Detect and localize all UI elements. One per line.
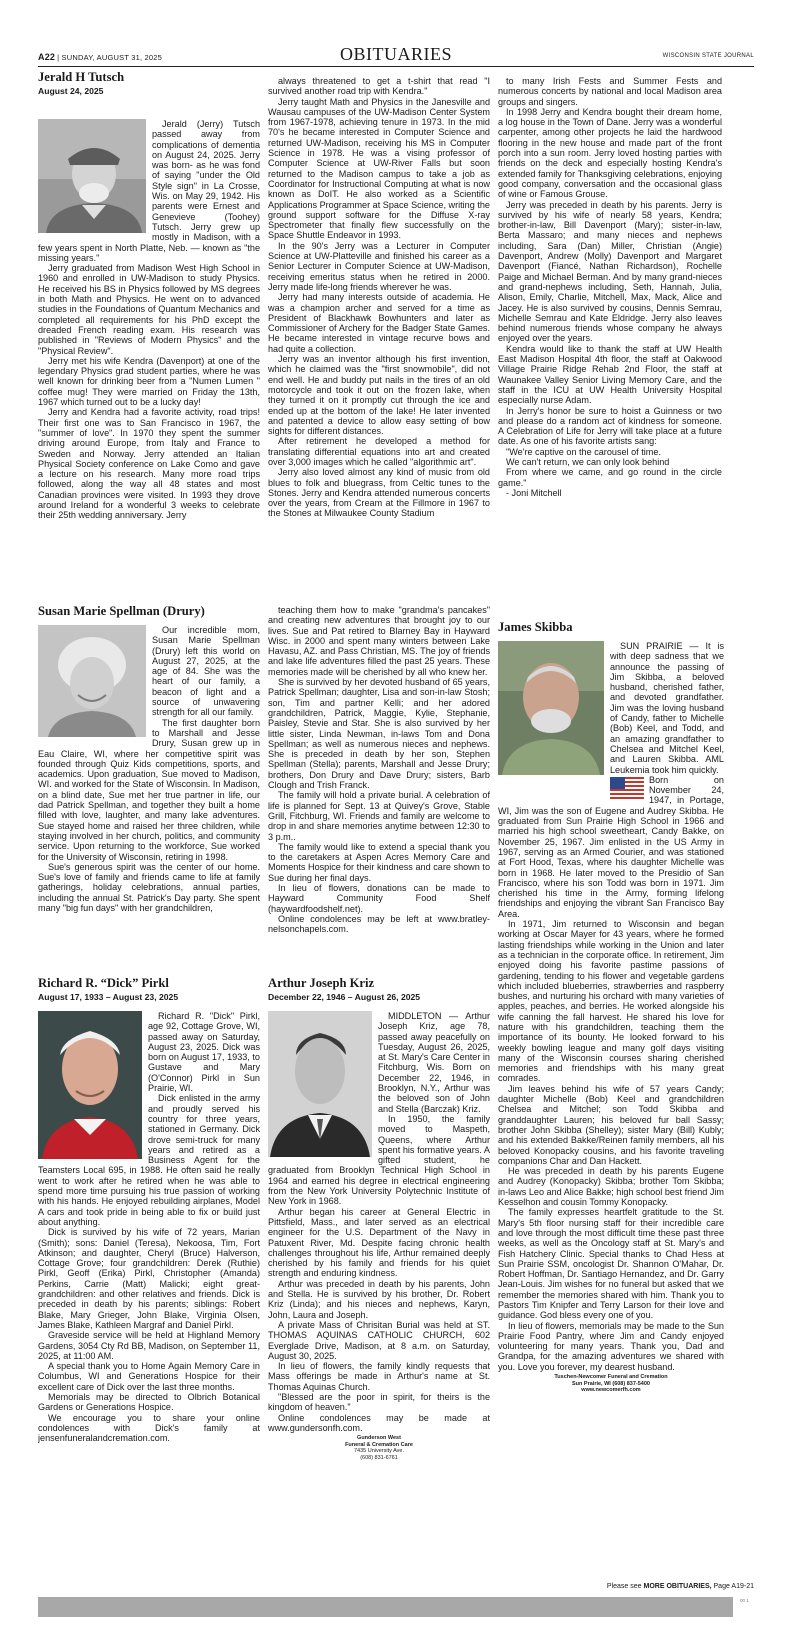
obituary-spellman [38,604,260,940]
funeral-home-name: Tuschen-Newcomer Funeral and Cremation [554,1374,668,1381]
obit-paragraph: Richard R. "Dick" Pirkl, age 92, Cottage Grove, WI, passed away on Saturday, August 23, 2025. Dick was born on August 17, 1933, to Gustave and Mary (O'Connor) Pirkl in Sun Prairie, WI. [148,1011,260,1094]
see-more-section: MORE OBITUARIES, [643,1583,712,1590]
obit-paragraph: After retirement he developed a method for translating differential equations into art and created over 3,000 images which he called "algorithmic art". [268,436,490,467]
funeral-home-subtitle: Funeral & Cremation Care [345,1441,413,1448]
obit-paragraph: A private Mass of Chrisitan Burial was held at ST. THOMAS AQUINAS CATHOLIC CHURCH, 602 Everglade Drive, Madison, at 8 a.m. on Saturday, August 30, 2025. [268,1319,490,1361]
obit-paragraph: In 1950, the family moved to Maspeth, Queens, where Arthur spent his formative years. A gifted student, he graduated from Brooklyn Technical High School in 1964 and earned his degree in electrical engineering from the New York University Polytechnic Institute of New York in 1968. [268,1113,490,1207]
obituary-tutsch-continued [268,76,490,572]
obit-paragraph: Jim leaves behind his wife of 57 years Candy; daughter Michelle (Bob) Keel and grandchildren Chelsea and Mitchel; son Todd Skibba and granddaughter Lauren; his beloved fur ball Sassy; brother John Skibba (Shelley); sister Mary (Bill) Kubly; and his extended Bakke/Reinen family members, all his beloved Konopacky cousins, and his favorite traveling companions Char and Dan Hackett. [498,1083,724,1166]
obit-paragraph: Sue's generous spirit was the center of our home. Sue's love of family and friends came to life at family gatherings, holiday celebrations, annual parties, including the annual St. Patrick's Day party. She spent many "big fun days" with her grandchildren, [38,861,260,914]
funeral-home-website: www.newcomerfh.com [581,1387,641,1394]
obit-paragraph: Online condolences may be made at www.gundersonfh.com. [268,1412,490,1433]
quote-attribution: - Joni Mitchell [506,487,562,498]
obit-paragraph: Our incredible mom, Susan Marie Spellman (Drury) left this world on August 27, 2025, at the age of 84. She was the heart of our family, a beacon of light and a source of unwavering strength for all our family. [152,625,260,718]
obit-paragraph: In lieu of flowers, donations can be made to Hayward Community Food Shelf (haywardfoodshelf.net). [268,883,490,914]
obituary-kriz [268,976,490,1576]
funeral-home-address: 7435 University Ave. [353,1448,405,1455]
obit-paragraph: Graveside service will be held at Highland Memory Gardens, 3054 Cty Rd BB, Madison, on September 11, 2025, at 11:00 AM. [38,1330,260,1361]
obit-paragraph: Jerry taught Math and Physics in the Janesville and Wausau campuses of the UW-Madison Center System from 1967-1978, achieving tenure in 1973. In the mid 70's he became interested in Computer Science and returned UW-Madison, receiving his MS in Computer Science in 1978. He was a vising professor of Computer Science at UW-River Falls but soon returned to the Madison campus to take a job as Coordinator for Instructional Computing at what is now known as DoIT. He also worked as a Scientific Applications Programmer at Space Science, writing the ground support software for the Diffuse X-ray Spectrometer that finally flew successfully on the Space Shuttle Endeavor in 1993. [268,96,490,241]
portrait-photo-skibba [498,641,604,775]
see-more-page: Page A19-21 [713,1583,754,1590]
portrait-photo-tutsch [38,119,146,233]
obit-paragraph: always threatened to get a t-shirt that read "I survived another road trip with Kendra." [268,76,490,97]
obit-paragraph: Jerry was preceded in death by his parents. Jerry is survived by his wife of nearly 58 years, Kendra; brother-in-law, Bill Davenport (Mary); sister-in-law, Berta Massaro; and many nieces and nephews including, Sara (Dan) Miller, Christian (Angie) Davenport, Andrew (Molly) Davenport and Margaret Davenport (Fiancé, Nathan Richardson), Rochelle Paige and Michael Berman. And by many grand-nieces and grand-nephews including, Seth, Hannah, Julia, Alison, Emily, Charlie, Mitchell, Max, Mack, Alice and Jacey. He is also survived by cousins, Dennis Semrau, Michelle Semrau and Kate Eldridge. Jerry also leaves behind numerous friends whose company he always enjoyed over the years. [498,199,722,344]
obit-paragraph: Online condolences may be left at www.bratley-nelsonchapels.com. [268,913,490,935]
obit-paragraph: MIDDLETON — Arthur Joseph Kriz, age 78, passed away peacefully on Tuesday, August 26, 2025, at St. Mary's Care Center in Fitchburg, Wis. Born on December 22, 1946, in Brooklyn, N.Y., Arthur was the beloved son of John and Stella (Barczak) Kriz. [378,1011,490,1114]
obit-paragraph: The family would like to extend a special thank you to the caretakers at Aspen Acres Memory Care and Moments Hospice for their kindness and care shown to Sue during her final days. [268,841,490,883]
obit-paragraph: We encourage you to share your online condolences with Dick's family at jensenfuneralandcremation.com. [38,1412,260,1444]
masthead [38,44,754,67]
obituary-name: Arthur Joseph Kriz [268,976,375,990]
obit-paragraph-text: Born on November 24, 1947, in Portage, WI, Jim was the son of Eugene and Audrey Skibba. He graduated from Sun Prairie High School in 1966 and married his high school sweetheart, Candy Bakke, on November 25, 1967. Jim enlisted in the US Army in 1967, serving as an Armed Courier, and was stationed at Fort Hood, Texas, where his daughter Michelle was born in 1968. He later moved to the Presidio of San Francisco, where his son Todd was born in 1971. Jim cherished his time in the Army, forming lifelong friendships and enjoying the vibrant San Francisco Bay Area. [498,774,724,919]
quote-line: We can't return, we can only look behind [506,456,670,467]
quote-line: From where we came, and go round in the circle game." [498,467,722,488]
funeral-home-kriz [268,1435,490,1461]
obituary-name: Susan Marie Spellman (Drury) [38,604,205,618]
obit-paragraph: teaching them how to make "grandma's pancakes" and creating new adventures that brought joy to our lives. Sue and Pat retired to Blarney Bay in Hayward Wisc. in 2000 and spent many winters between Lake Havasu, AZ. and Pass Christian, MS. The joy of friends and lake life adventures filled the past 25 years. These memories made will be cherished by all who knew her. [268,605,490,677]
obit-paragraph: "Blessed are the poor in spirit, for theirs is the kingdom of heaven." [268,1391,490,1413]
obit-paragraph: Dick is survived by his wife of 72 years, Marian (Smith); sons: Daniel (Teresa), Nekoosa, Tim, Fort Atkinson; and daughter, Cheryl (Bruce) Halverson, Cottage Grove; four grandchildren: Derek (Ruthie) Pirkl, Geoff (Erika) Pirkl, Christopher (Amanda) Perkins, Carrie (Matt) Malicki; eight great-grandchildren: and other relatives and friends. Dick is preceded in death by his parents; siblings: Robert Blake, Mary Grieger, John Blake, Virginia Olsen, James Blake, Kathleen Margraf and Daniel Pirkl. [38,1227,260,1330]
page-number: A22 [38,52,56,62]
publication-name: WISCONSIN STATE JOURNAL [662,53,754,59]
obituary-dates: August 24, 2025 [38,86,104,96]
obituary-spellman-continued [268,605,490,935]
obituary-name: James Skibba [498,620,573,634]
obituary-skibba [498,620,724,1575]
page-code: 00 1 [740,1598,749,1603]
obit-paragraph-with-flag [498,775,724,919]
see-more-prefix: Please see [606,1583,642,1590]
obit-paragraph: The family will hold a private burial. A celebration of life is planned for Sept. 13 at Quivey's Grove, Stable Grill, Fitchburg, WI. Friends and family are welcome to drop in and share memories anytime between 12:30 to 3 p.m.. [268,790,490,842]
obit-paragraph: He was preceded in death by his parents Eugene and Audrey (Konopacky) Skibba; brother Tom Skibba; in-laws Leo and Alice Bakke; high school best friend Jim Kesselhon and cousin Tommy Konopacky. [498,1166,724,1208]
quote-line: "We're captive on the carousel of time. [506,446,661,457]
funeral-home-name: Gunderson West [357,1435,401,1442]
page-date: | SUNDAY, AUGUST 31, 2025 [57,53,163,62]
obit-paragraph: Jerry was an inventor although his first invention, which he claimed was the "first snowmobile", did not end well. He and buddy put nails in the tires of an old motorcycle and took it out on the frozen lake, when they turned it on it promptly cut through the ice and ended up at the bottom of the lake! He later invented and patented a device to allow easy setting of bow sights for different distances. [268,354,490,437]
obit-paragraph: The family expresses heartfelt gratitude to the St. Mary's 5th floor nursing staff for their incredible care and love through the most difficult time these past three weeks, as well as the Oncology staff at St. Mary's and Fish Hatchery Clinic. Special thanks to Chad Hess at Sun Prairie SSM, oncologist Dr. Shannon O'Mahar, Dr. Robert Hoffman, Dr. Santiago Hernandez, and Dr. Garry Jean-Louis. Jim wishes for no funeral but asked that we remember the memories shared with him. Thank you to Pastors Tim Knipfer and Terry Larson for their love and guidance. God bless every one of you. [498,1207,724,1321]
portrait-photo-pirkl [38,1011,142,1159]
obit-paragraph: The first daughter born to Marshall and Jesse Drury, Susan grew up in Eau Claire, WI, where her competitive spirit was founded through Quiz Kids competitions, sports, and academics. Upon graduation, Sue moved to Madison, WI. and worked for the State of Wisconsin. In Madison, on a blind date, Sue met her true partner in life, our dad Patrick Spellman, and together they built a home filled with love, laughter, and many lake adventures. Sue stayed home and raised her three children, while staying involved in her church, politics, and community service. Upon returning to the workforce, Sue worked for the University of Wisconsin, retiring in 1998. [38,717,260,862]
obit-paragraph: to many Irish Fests and Summer Fests and numerous concerts by national and local Madison area groups and singers. [498,76,722,107]
obit-paragraph: Kendra would like to thank the staff at UW Health East Madison Hospital 4th floor, the staff at Oakwood Village Prairie Ridge Rehab 2nd Floor, the staff at Waunakee Valley Senior Living Memory Care, and the staff in the ICU at UW Health University Hospital especially nurse Adam. [498,343,722,406]
obit-paragraph: A special thank you to Home Again Memory Care in Columbus, WI and Generations Hospice for their excellent care of Dick over the last three months. [38,1361,260,1392]
obituary-pirkl [38,976,260,1576]
obituary-tutsch-continued-2 [498,76,722,566]
obit-paragraph: Arthur began his career at General Electric in Pittsfield, Mass., and later served as an electrical engineer for the U.S. Department of the Navy in Patuxent River, Md. Despite facing chronic health challenges throughout his life, Arthur remained deeply cherished by his family and friends for his quiet strength and enduring kindness. [268,1206,490,1279]
obit-paragraph: Jerry graduated from Madison West High School in 1960 and enrolled in UW-Madison to study Physics. He received his BS in Physics followed by MS degrees in both Math and Physics. He went on to advanced studies in the Foundations of Quantum Mechanics and completed all requirements for his PhD except the dreaded French reading exam. His research was published in "Reviews of Modern Physics" and the "Physical Review". [38,263,260,356]
obit-paragraph: In lieu of flowers, the family kindly requests that Mass offerings be made in Arthur's name at St. Thomas Aquinas Church. [268,1361,490,1392]
obit-paragraph: Jerry and Kendra had a favorite activity, road trips! Their first one was to San Francisco in 1967, the "summer of love". In 1970 they spent the summer driving around Europe, from Italy and France to Sweden and Norway. Jerry attended an Italian Physical Society conference on Lake Como and gave a lecture on his research. Many more road trips followed, along the way all 48 states and most Canadian provinces were visited. In 1993 they drove around Ireland for a wonderful 3 weeks to celebrate their 25th wedding anniversary. Jerry [38,407,260,521]
obit-paragraph: Jerry met his wife Kendra (Davenport) at one of the legendary Physics grad student parties, where he was well known for drinking beer from a "Numen Lumen " coffee mug! They were married on Friday the 13th, 1967 which turned out to be a lucky day! [38,355,260,408]
funeral-home-phone: (608) 831-6761 [360,1454,398,1461]
obit-paragraph: Arthur was preceded in death by his parents, John and Stella. He is survived by his brother, Dr. Robert Kriz (Linda); and his nieces and nephews, Karyn, John, Laura and Joseph. [268,1278,490,1320]
obit-paragraph: Jerry had many interests outside of academia. He was a champion archer and served for a time as President of Blackhawk Bowhunters and later as Commissioner of Archery for the Badger State Games. He became interested in vintage recurve bows and had quite a collection. [268,292,490,354]
obituary-name: Jerald H Tutsch [38,70,125,84]
obit-paragraph: Dick enlisted in the army and proudly served his country for three years, stationed in Germany. Dick drove semi-truck for many years and retired as a Business Agent for the Teamsters Local 695, in 1988. He often said he really went to work after he retired when he was able to spend more time pursuing his true passion of working with his hands. He enjoyed rebuilding airplanes, Model A cars and took pride in being able to fix or build just about anything. [38,1093,260,1227]
obit-paragraph: In Jerry's honor be sure to hoist a Guinness or two and please do a random act of kindness for someone. A Celebration of Life for Jerry will take place at a future date. As one of his favorite artists sang: [498,405,722,447]
obit-paragraph: Jerry also loved almost any kind of music from old blues to folk and bluegrass, from Celtic tunes to the Stones. Jerry and Kendra attended numerous concerts over the years, from Cream at the Fillmore in 1967 to the Stones at Milwaukee County Stadium [268,467,490,519]
see-more-reference [607,1583,754,1590]
obit-paragraph: In 1998 Jerry and Kendra bought their dream home, a log house in the Town of Dane. Jerry was a wonderful carpenter, among other projects he laid the hardwood flooring in the new house and made part of the front porch into a sun room. Jerry loved hosting parties with friends on the deck and especially hosting Kendra's extended family for Thanksgiving celebrations, enjoying good company, conversation and the occasional glass of wine or Famous Grouse. [498,106,722,200]
american-flag-icon [610,777,644,801]
portrait-photo-kriz [268,1011,372,1157]
footer-bar [38,1597,733,1617]
obit-paragraph: Jerald (Jerry) Tutsch passed away from complications of dementia on August 24, 2025. Jerry was born- as he was fond of saying "under the Old Style sign" in La Crosse, Wis. on May 29, 1942. His parents were Ernest and Genevieve (Toohey) Tutsch. Jerry grew up mostly in Madison, with a few years spent in North Platte, Neb. — known as "the missing years." [38,119,260,263]
obituary-dates: December 22, 1946 – August 26, 2025 [268,992,421,1002]
obit-paragraph: Memorials may be directed to Olbrich Botanical Gardens or Generations Hospice. [38,1391,260,1413]
obit-paragraph: She is survived by her devoted husband of 65 years, Patrick Spellman; daughter, Lisa and son-in-law Stosh; son, Tim and partner Kelli; and her adored grandchildren, Patrick, Maggie, Kylie, Stephanie, Paisley, Stevie and Star. She is also survived by her little sister, Linda Newman, in-laws Tom and Dona Spellman; as well as numerous nieces and nephews. She is preceded in death by her son, Stephen Spellman (Stella); parents, Marshall and Jesse Drury; brothers, Don Drury and Dave Drury; sisters, Barb Clough and Trish Franck. [268,677,490,791]
funeral-home-skibba [498,1374,724,1394]
obit-paragraph: In the 90's Jerry was a Lecturer in Computer Science at UW-Platteville and finished his career as a Senior Lecturer in Computer Science at UW-Madison, receiving emeritus status when he retired in 2000. Jerry made life-long friends wherever he was. [268,240,490,292]
funeral-home-address: Sun Prairie, WI (608) 837-5400 [572,1380,650,1387]
obituary-tutsch [38,70,260,564]
obit-paragraph: In 1971, Jim returned to Wisconsin and began working at Oscar Mayer for 43 years, where he formed lasting friendships while working in the Union and later as a technician in the corporate office. In retirement, Jim enjoyed doing his favorite pastime passions of gardening, tending to his flower and vegetable gardens which included blueberries, strawberries and raspberry bushes, and nurturing his orchard with many varieties of apples, peaches, and berries. He worked alongside his wife canning the fall harvest. He shared his love for nature with his grandchildren, teaching them the importance of its bounty. He looked forward to his weekly bowling league and many golf days visiting many of the Wisconsin courses sharing cherished memories and friendships with his many great comrades. [498,919,724,1084]
obit-paragraph: SUN PRAIRIE — It is with deep sadness that we announce the passing of Jim Skibba, a beloved husband, cherished father, and devoted grandfather. Jim was the loving husband of Candy, father to Michelle (Bob) Keel, and Todd, and an amazing grandfather to Chelsea and Mitchel Keel, and Lauren Skibba. AML Leukemia took him quickly. [610,641,724,775]
obituary-dates: August 17, 1933 – August 23, 2025 [38,992,179,1002]
obituary-name: Richard R. “Dick” Pirkl [38,976,169,990]
obit-paragraph: In lieu of flowers, memorials may be made to the Sun Prairie Food Pantry, where Jim and Candy enjoyed volunteering for many years. Thank you, Dad and Grandpa, for the amazing adventures we shared with you. Love you forever, my dearest husband. [498,1320,724,1372]
portrait-photo-spellman [38,625,146,737]
section-title: OBITUARIES [340,44,452,64]
